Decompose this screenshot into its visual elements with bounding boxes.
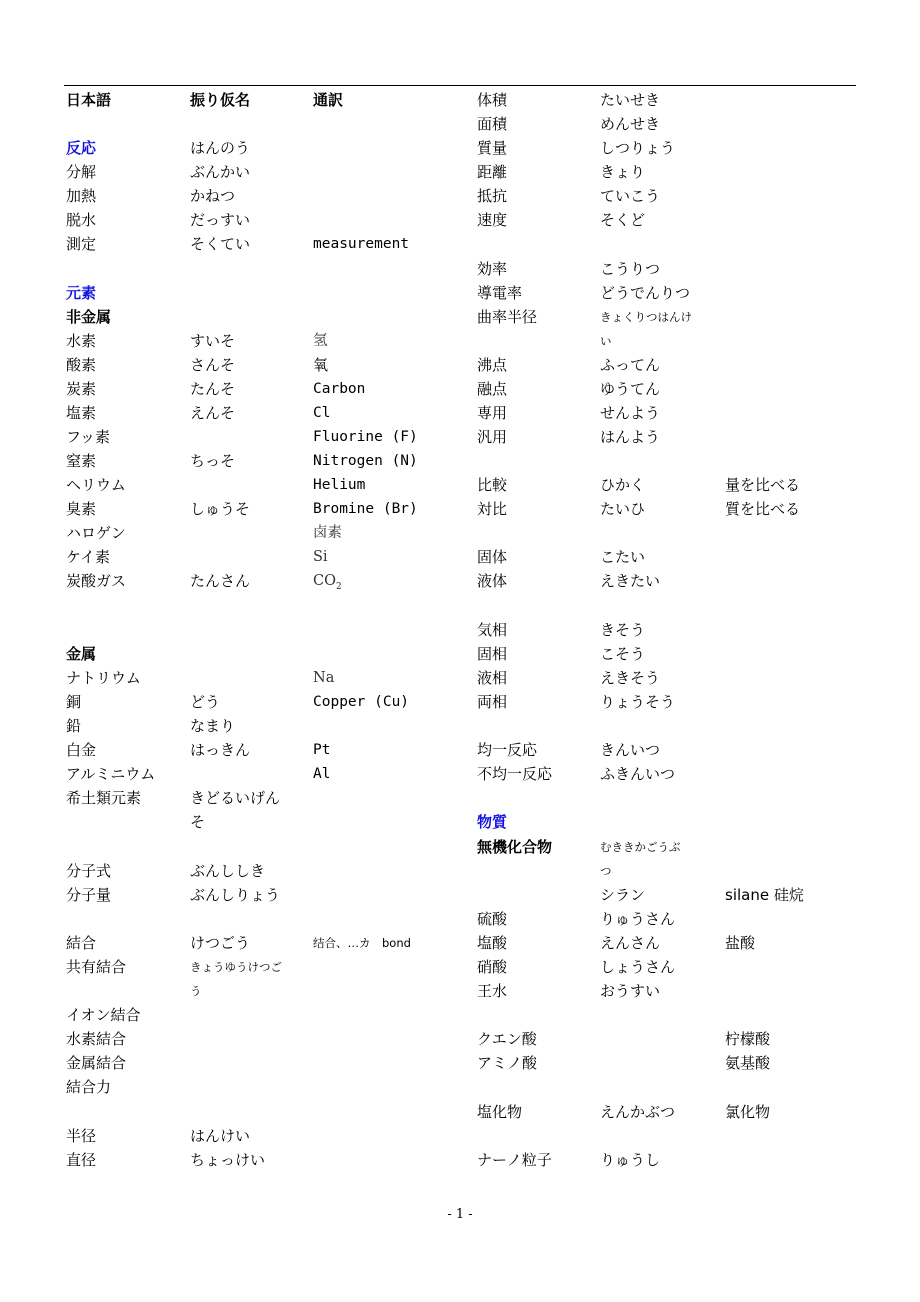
translation: 卤素 [313,525,342,541]
term: 速度 [477,211,508,229]
reading: えきそう [600,669,661,687]
reading: えんさん [600,934,661,952]
term: 酸素 [66,356,97,374]
term: 導電率 [477,284,523,302]
translation: 盐酸 [725,934,756,952]
term: 固体 [477,548,508,566]
reading: りょうそう [600,693,676,711]
reading: こたい [600,548,646,566]
term: 王水 [477,982,508,1000]
term: 測定 [66,235,97,253]
reading: ゆうてん [600,380,661,398]
term: 塩酸 [477,934,508,952]
term: 窒素 [66,452,97,470]
reading: ぶんかい [190,163,251,181]
reading: い [600,334,612,348]
term: 臭素 [66,500,97,518]
reading: だっすい [190,211,251,229]
term: クエン酸 [477,1030,537,1048]
term: 希土類元素 [66,789,142,807]
reading: ちっそ [190,452,236,470]
term: 銅 [66,693,82,711]
reading: なまり [190,717,236,735]
translation: Cl [313,405,331,421]
reading: しつりょう [600,139,676,157]
term: 直径 [66,1151,97,1169]
term: 金属結合 [66,1054,127,1072]
term: 共有結合 [66,958,127,976]
reading: はんのう [190,139,251,157]
reading: そ [190,813,206,831]
translation: 量を比べる [725,476,801,494]
term: 硫酸 [477,910,508,928]
translation: Nitrogen (N) [313,453,418,469]
reading: きんいつ [600,741,661,759]
reading: はっきん [190,741,251,759]
term: ヘリウム [66,476,126,494]
term: 硝酸 [477,958,508,976]
reading: きそう [600,621,646,639]
translation: 氨基酸 [725,1054,771,1072]
reading: えんかぶつ [600,1103,676,1121]
section-heading-element: 元素 [66,284,97,302]
translation: Copper (Cu) [313,694,410,710]
header-furigana: 振り仮名 [190,91,251,109]
translation: 氯化物 [725,1103,771,1121]
reading: どう [190,693,221,711]
term: 不均一反応 [477,765,553,783]
subheading-metal: 金属 [66,645,97,663]
reading: こうりつ [600,260,661,278]
reading: はんよう [600,428,661,446]
top-rule [64,85,856,86]
translation: measurement [313,236,410,252]
reading: ちょっけい [190,1151,266,1169]
translation: 柠檬酸 [725,1030,771,1048]
term: 水素 [66,332,97,350]
term: 水素結合 [66,1030,127,1048]
translation: Si [313,549,328,565]
term: 距離 [477,163,508,181]
reading: ひかく [600,476,646,494]
translation: silane 硅烷 [725,886,804,904]
term: 液相 [477,669,508,687]
term: 塩素 [66,404,97,422]
translation: 结合、…カ bond [313,936,411,950]
reading: かねつ [190,187,236,205]
reading: りゅうさん [600,910,676,928]
header-japanese: 日本語 [66,91,112,109]
reading: むききかごうぶ [600,840,681,854]
translation: Al [313,766,331,782]
subheading-nonmetal: 非金属 [66,308,112,326]
term: 結合力 [66,1078,112,1096]
term: 効率 [477,260,508,278]
translation: Na [313,670,335,686]
translation: 氢 [313,333,328,349]
translation: 氧 [313,356,329,374]
term: 塩化物 [477,1103,523,1121]
term: 対比 [477,500,508,518]
reading: えきたい [600,572,661,590]
reading: ふってん [600,356,661,374]
term: フッ素 [66,428,110,446]
term: 加熱 [66,187,97,205]
reading: けつごう [190,934,251,952]
term: 両相 [477,693,508,711]
term: 比較 [477,476,508,494]
reading: きどるいげん [190,789,281,807]
term: 専用 [477,404,508,422]
term: 抵抗 [477,187,508,205]
term: アルミニウム [66,765,156,783]
term: 気相 [477,621,508,639]
translation: Helium [313,477,366,493]
term: 均一反応 [477,741,538,759]
reading: りゅうし [600,1151,661,1169]
term: ハロゲン [66,524,126,542]
term: 固相 [477,645,508,663]
reading: おうすい [600,982,661,1000]
term: 曲率半径 [477,308,538,326]
reading: きょうゆうけつご [190,960,282,974]
term: 炭素 [66,380,97,398]
reading: こそう [600,645,646,663]
term: 鉛 [66,717,82,735]
reading: どうでんりつ [600,284,691,302]
reading: しゅうそ [190,500,251,518]
page-number: - 1 - [447,1207,473,1222]
reading: たんそ [190,380,236,398]
term: 結合 [66,934,97,952]
reading: たいせき [600,91,661,109]
reading: せんよう [600,404,661,422]
translation: $CO_2$ [313,573,342,592]
reading: ぶんししき [190,862,266,880]
header-translation: 通訳 [313,91,344,109]
reading: たいひ [600,500,646,518]
reading: きょり [600,163,646,181]
subheading-inorganic: 無機化合物 [477,838,553,856]
term: 分子量 [66,886,112,904]
section-heading-reaction: 反応 [66,139,97,157]
translation: Carbon [313,381,366,397]
reading: えんそ [190,404,236,422]
translation: Pt [313,742,331,758]
term: 液体 [477,572,508,590]
translation: Fluorine (F) [313,429,418,445]
term: 体積 [477,91,508,109]
reading: そくど [600,211,646,229]
reading: はんけい [190,1127,251,1145]
reading: きょくりつはんけ [600,310,692,324]
term: 質量 [477,139,508,157]
term: ナトリウム [66,669,141,687]
reading: う [190,984,202,998]
term: 脱水 [66,211,97,229]
section-heading-substance: 物質 [477,813,508,831]
reading: ふきんいつ [600,765,676,783]
reading: さんそ [190,356,236,374]
reading: めんせき [600,115,661,133]
reading: ていこう [600,187,661,205]
term: 汎用 [477,428,508,446]
reading: ぶんしりょう [190,886,281,904]
term: 炭酸ガス [66,572,127,590]
reading: しょうさん [600,958,676,976]
term: イオン結合 [66,1006,141,1024]
translation: 質を比べる [725,500,801,518]
term: ナーノ粒子 [477,1151,552,1169]
reading: すいそ [190,332,236,350]
translation: Bromine (Br) [313,501,418,517]
term: 面積 [477,115,508,133]
reading: シラン [600,886,646,904]
reading: そくてい [190,235,251,253]
term: ケイ素 [66,548,110,566]
term: 半径 [66,1127,97,1145]
reading: つ [600,864,612,878]
term: 分解 [66,163,97,181]
term: 融点 [477,380,508,398]
term: アミノ酸 [477,1054,538,1072]
reading: たんさん [190,572,251,590]
term: 分子式 [66,862,112,880]
term: 白金 [66,741,97,759]
term: 沸点 [477,356,508,374]
